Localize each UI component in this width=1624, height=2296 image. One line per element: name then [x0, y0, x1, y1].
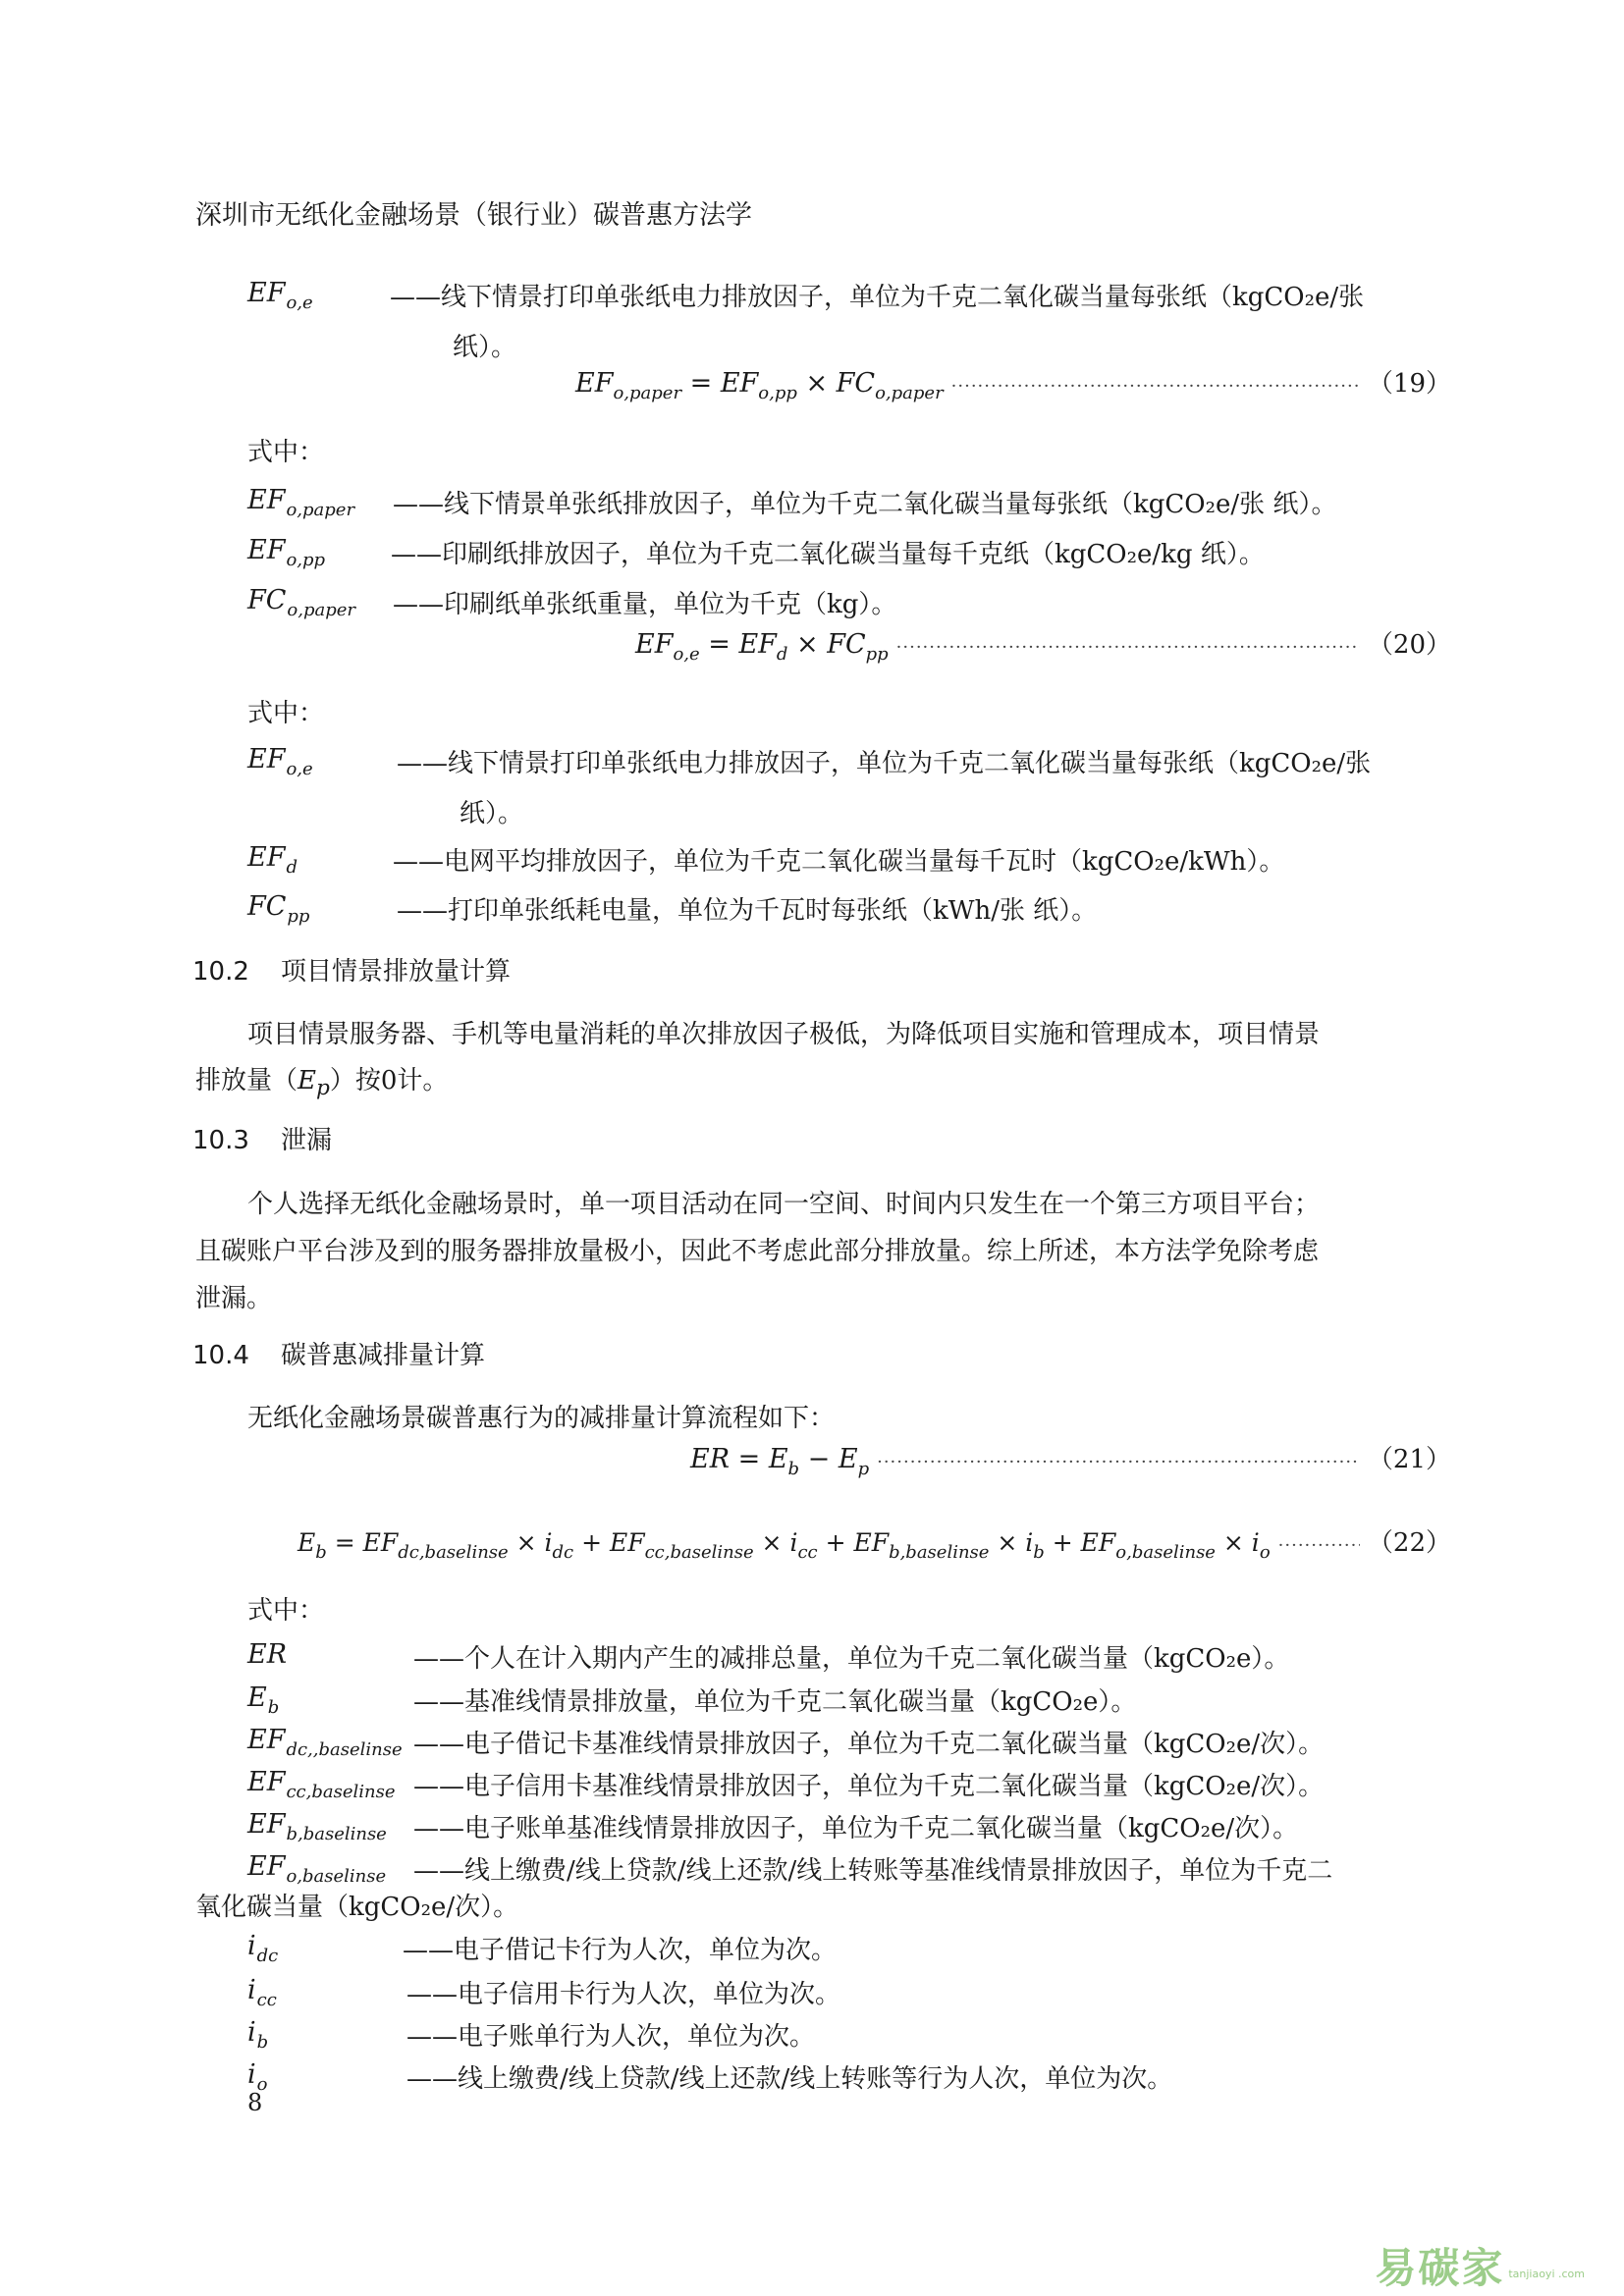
equation-21: ER = $E_b - E_p$ ····· （21） [690, 1439, 1451, 1479]
paragraph-line: 泄漏。 [195, 1284, 273, 1313]
def-symbol: $i_b$ [247, 2017, 269, 2053]
equation-body: $EF_{o,paper} = EF_{o,pp} \times FC_{o,paper}$ [575, 368, 944, 403]
equation-22: $E_b = EF_{dc,baselinse} \times i_{dc} + EF_{cc,baselinse} \times i_{cc} + EF_{b,baselinse} \times i_b + EF_{o,baselinse} \times i_o$ ····· （22） [298, 1522, 1451, 1563]
paragraph: 项目情景服务器、手机等电量消耗的单次排放因子极低，为降低项目实施和管理成本，项目情景 [247, 1020, 1321, 1049]
equation-body: ER = $E_b - E_p$ [690, 1444, 870, 1479]
def-description: ——线下情景单张纸排放因子，单位为千克二氧化碳当量每张纸（kgCO₂e/张 纸）。 [393, 490, 1337, 519]
def-symbol: ER [247, 1639, 288, 1670]
symbol: $EF_{o,e}$ [247, 278, 313, 313]
watermark-site: tanjiaoyi .com [1508, 2268, 1585, 2280]
def-description: ——线下情景打印单张纸电力排放因子，单位为千克二氧化碳当量每张纸（kgCO₂e/张 纸）。 [397, 749, 1372, 828]
equation-19: $EF_{o,paper} = EF_{o,pp} \times FC_{o,paper}$ ····· （19） [575, 363, 1451, 403]
def-description: ——电子借记卡行为人次，单位为次。 [403, 1936, 838, 1965]
watermark-logo: 易碳家 [1375, 2244, 1505, 2292]
def-description: ——线上缴费/线上贷款/线上还款/线上转账等基准线情景排放因子，单位为千克二 [413, 1856, 1333, 1886]
def-fc-pp: $FC_{pp}$ [247, 891, 310, 927]
def-ef-o-e [247, 278, 313, 313]
paragraph: 无纸化金融场景碳普惠行为的减排量计算流程如下： [247, 1404, 836, 1433]
page-number: 8 [247, 2089, 263, 2116]
def-ef-o-e: $EF_{o,e}$ [247, 744, 313, 779]
def-description: ——电子借记卡基准线情景排放因子，单位为千克二氧化碳当量（kgCO₂e/次）。 [413, 1730, 1325, 1759]
section-heading-10-2: 10.2 项目情景排放量计算 [192, 957, 512, 987]
def-symbol: $E_b$ [247, 1682, 280, 1718]
def-description: ——打印单张纸耗电量，单位为千瓦时每张纸（kWh/张 纸）。 [397, 896, 1098, 926]
watermark [1375, 2236, 1585, 2295]
def-symbol: $FC_{o,paper}$ [247, 585, 355, 620]
def-symbol: $EF_{b,baselinse}$ [247, 1809, 387, 1844]
paragraph: 排放量$(E_p)$按0计。 [195, 1066, 449, 1101]
equation-body: $EF_{o,e} = EF_d \times FC_{pp}$ [635, 629, 889, 665]
def-symbol: $i_o$ [247, 2059, 268, 2095]
where-label: 式中： [247, 1596, 325, 1626]
def-symbol: $EF_{o,paper}$ [247, 485, 355, 520]
def-symbol: $EF_{o,pp}$ [247, 535, 326, 570]
def-symbol: $i_{cc}$ [247, 1975, 277, 2010]
page-header-title: 深圳市无纸化金融场景（银行业）碳普惠方法学 [195, 200, 752, 231]
paragraph-line: 个人选择无纸化金融场景时，单一项目活动在同一空间、时间内只发生在一个第三方项目平台； [247, 1190, 1321, 1219]
def-description: ——线上缴费/线上贷款/线上还款/线上转账等行为人次，单位为次。 [406, 2064, 1173, 2094]
equation-body: $E_b = EF_{dc,baselinse} \times i_{dc} + EF_{cc,baselinse} \times i_{cc} + EF_{b,baselinse} \times i_b + EF_{o,baselinse} \times i_o$ [298, 1528, 1271, 1563]
def-symbol: $EF_{o,baselinse}$ [247, 1851, 387, 1887]
def-symbol: $EF_{cc,baselinse}$ [247, 1767, 396, 1802]
def-description: ——线下情景打印单张纸电力排放因子，单位为千克二氧化碳当量每张纸（kgCO₂e/张 纸）。 [390, 283, 1365, 362]
def-description: ——电子信用卡行为人次，单位为次。 [406, 1980, 841, 2009]
section-heading-10-4: 10.4 碳普惠减排量计算 [192, 1341, 486, 1370]
def-symbol: $EF_{dc,,baselinse}$ [247, 1725, 403, 1760]
def-description: ——个人在计入期内产生的减排总量，单位为千克二氧化碳当量（kgCO₂e）。 [413, 1644, 1290, 1674]
where-label: 式中： [247, 438, 325, 467]
def-description: ——电子账单行为人次，单位为次。 [406, 2022, 816, 2052]
def-description: ——电网平均排放因子，单位为千克二氧化碳当量每千瓦时（kgCO₂e/kWh）。 [393, 847, 1285, 877]
def-description: ——电子信用卡基准线情景排放因子，单位为千克二氧化碳当量（kgCO₂e/次）。 [413, 1772, 1325, 1801]
def-description-wrap: 氧化碳当量（kgCO₂e/次）。 [195, 1893, 519, 1922]
paragraph-line: 且碳账户平台涉及到的服务器排放量极小，因此不考虑此部分排放量。综上所述，本方法学免除考虑 [195, 1237, 1320, 1266]
section-heading-10-3: 10.3 泄漏 [192, 1126, 333, 1155]
def-description: ——印刷纸排放因子，单位为千克二氧化碳当量每千克纸（kgCO₂e/kg 纸）。 [391, 540, 1265, 569]
def-description: ——电子账单基准线情景排放因子，单位为千克二氧化碳当量（kgCO₂e/次）。 [413, 1814, 1299, 1843]
def-symbol: $i_{dc}$ [247, 1931, 279, 1966]
equation-20: $EF_{o,e} = EF_d \times FC_{pp}$ ····· （20） [635, 624, 1451, 665]
def-description: ——印刷纸单张纸重量，单位为千克（kg）。 [393, 590, 897, 619]
where-label: 式中： [247, 699, 325, 728]
def-ef-d: $EF_d$ [247, 842, 298, 878]
def-description: ——基准线情景排放量，单位为千克二氧化碳当量（kgCO₂e）。 [413, 1687, 1137, 1717]
